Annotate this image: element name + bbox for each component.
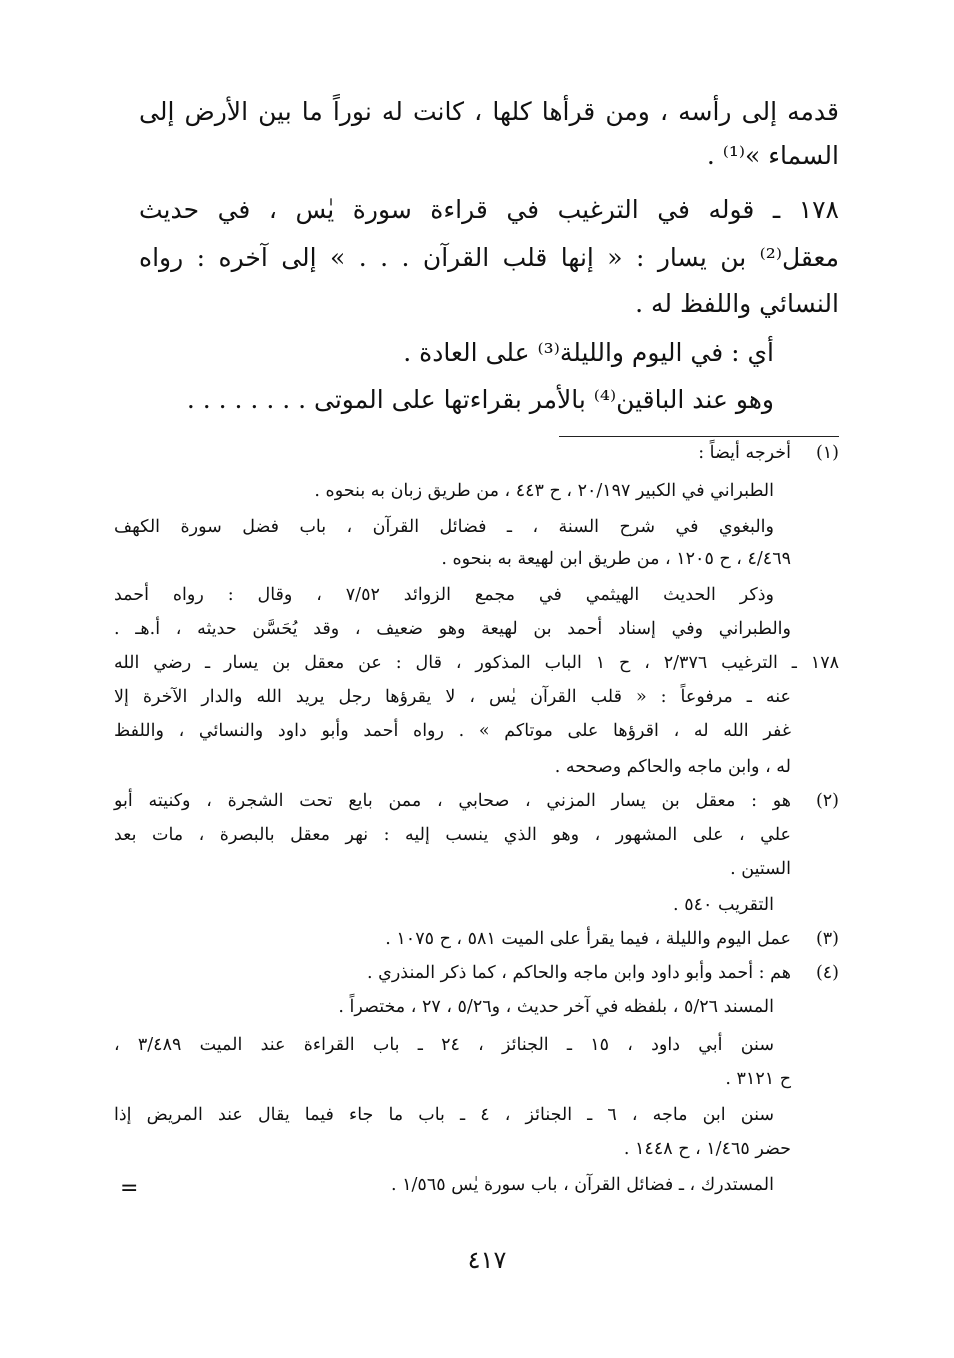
main-text-line-3: ١٧٨ ـ قوله في الترغيب في قراءة سورة يٰس ، في حديث — [139, 195, 839, 224]
main-text-line-6: أي : في اليوم والليلة⁽³⁾ على العادة . — [403, 338, 774, 367]
footnote-4-line-6: حضر ١/٤٦٥ ، ح ١٤٤٨ . — [623, 1139, 791, 1159]
footnote-separator — [559, 436, 839, 437]
footnote-4-line-1: هم : أحمد وأبو داود وابن ماجه والحاكم ، كما ذكر المنذري . — [367, 963, 791, 983]
footnote-3-label: (٣) — [815, 929, 839, 949]
footnote-1-line-2: الطبراني في الكبير ٢٠/١٩٧ ، ح ٤٤٣ ، من طريق زبان به بنحوه . — [314, 481, 774, 501]
footnote-1-label: (١) — [815, 443, 839, 463]
continuation-mark: = — [120, 1176, 139, 1201]
footnote-178-line-4: له ، وابن ماجه والحاكم وصححه . — [554, 757, 791, 777]
page-number: ٤١٧ — [467, 1246, 507, 1274]
footnote-1-line-6: والطبراني وفي إسناد أحمد بن لهيعة وهو ضعيف ، وقد يُحَسَّن حديثه ، أ.هـ . — [114, 619, 791, 639]
footnote-3-line-1: عمل اليوم والليلة ، فيما يقرأ على الميت ٥٨١ ، ح ١٠٧٥ . — [385, 929, 791, 949]
footnote-1-line-5: وذكر الحديث الهيثمي في مجمع الزوائد ٧/٥٢ ، وقال : رواه أحمد — [114, 585, 774, 605]
footnote-2-line-1: هو : معقل بن يسار المزني ، صحابي ، ممن بايع تحت الشجرة ، وكنيته أبو — [114, 791, 791, 811]
footnote-1-line-4: ٤/٤٦٩ ، ح ١٢٠٥ ، من طريق ابن لهيعة به بنحوه . — [441, 549, 791, 569]
footnote-4-line-4: ح ٣١٢١ . — [725, 1069, 791, 1089]
footnote-2-line-3: الستين . — [730, 859, 791, 879]
main-text-line-1: قدمه إلى رأسه ، ومن قرأها كلها ، كانت له نوراً ما بين الأرض إلى — [139, 97, 839, 126]
footnote-4-line-3: سنن أبي داود ، ١٥ ـ الجنائز ، ٢٤ ـ باب القراءة عند الميت ٣/٤٨٩ ، — [114, 1035, 775, 1055]
footnote-178-line-1: ١٧٨ ـ الترغيب ٢/٣٧٦ ، ح ١ الباب المذكور ، قال : عن معقل بن يسار ـ رضي الله — [114, 653, 839, 673]
footnote-2-line-2: علي ، على المشهور ، وهو الذي ينسب إليه : نهر معقل بالبصرة ، مات بعد — [114, 825, 791, 845]
footnote-4-line-7: المستدرك ، ـ فضائل القرآن ، باب سورة يٰس ١/٥٦٥ . — [391, 1175, 774, 1195]
footnote-178-line-3: غفر الله له ، اقرؤها على موتاكم » . رواه أحمد وأبو داود والنسائي ، واللفظ — [114, 721, 791, 741]
main-text-line-4: معقل⁽²⁾ بن يسار : « إنها قلب القرآن . . . » إلى آخره : رواه — [139, 243, 839, 272]
footnote-178-line-2: عنه ـ مرفوعاً : « قلب القرآن يٰس ، لا يقرؤها رجل يريد الله والدار الآخرة إلا — [114, 687, 791, 707]
main-text-line-5: النسائي واللفظ له . — [635, 289, 839, 318]
footnote-4-line-2: المسند ٥/٢٦ ، بلفظه في آخر حديث ، و٥/٢٦ ، ٢٧ ، مختصراً . — [338, 997, 774, 1017]
footnote-2-line-4: التقريب ٥٤٠ . — [673, 895, 774, 915]
footnote-4-line-5: سنن ابن ماجه ، ٦ ـ الجنائز ، ٤ ـ باب ما جاء فيما يقال عند المريض إذا — [114, 1105, 775, 1125]
footnote-1-line-3: والبغوي في شرح السنة ، ـ فضائل القرآن ، باب فضل سورة الكهف — [114, 517, 774, 537]
footnote-1-line-1: أخرجه أيضاً : — [698, 443, 791, 463]
footnote-2-label: (٢) — [815, 791, 839, 811]
main-text-line-7: وهو عند الباقين⁽⁴⁾ بالأمر بقراءتها على الموتى . . . . . . . . — [186, 385, 774, 414]
footnote-4-label: (٤) — [815, 963, 839, 983]
main-text-line-2: السماء »⁽¹⁾ . — [706, 141, 839, 170]
